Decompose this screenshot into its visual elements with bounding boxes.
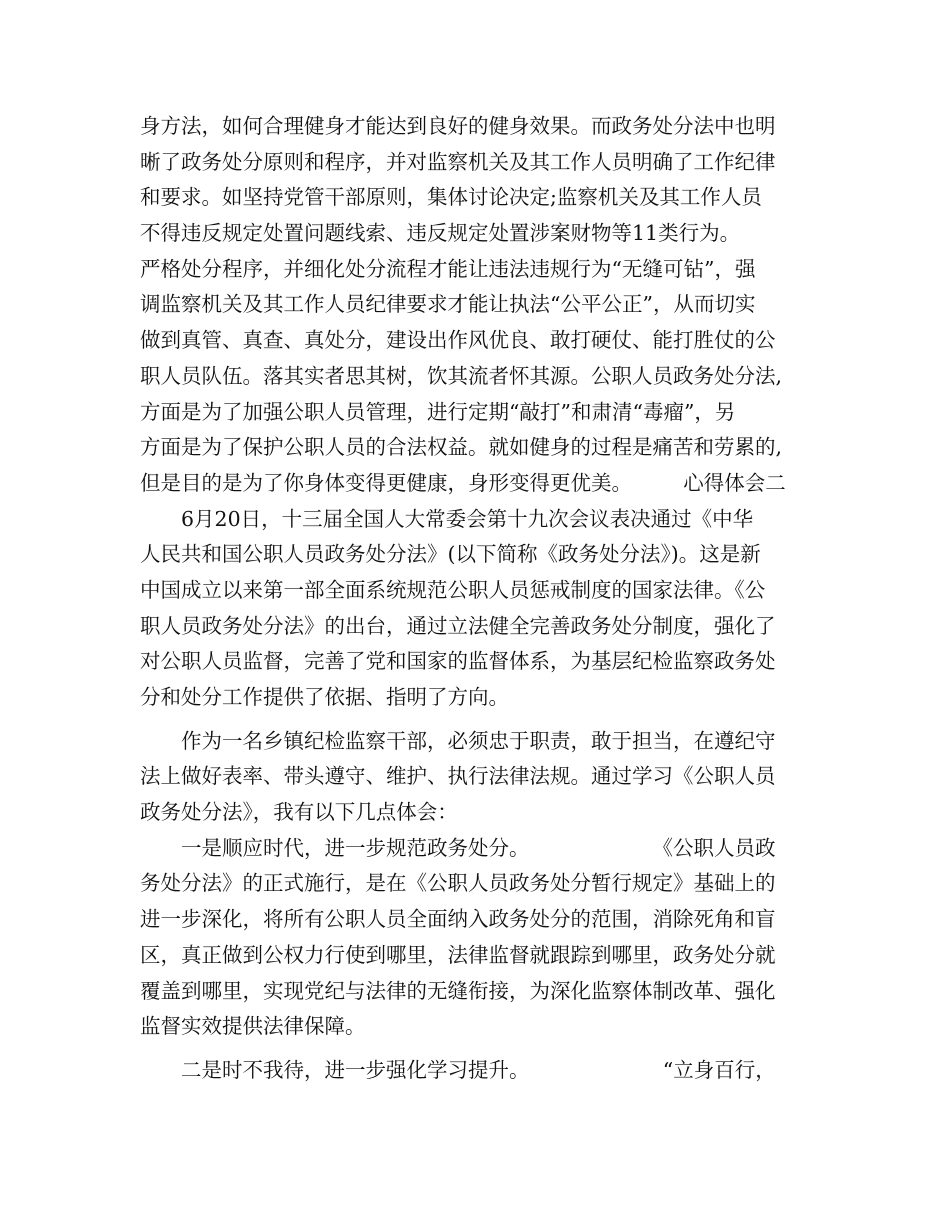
text-line: 对公职人员监督，完善了党和国家的监督体系，为基层纪检监察政务处 (140, 649, 776, 674)
text-line: 区，真正做到公权力行使到哪里，法律监督就跟踪到哪里，政务处分就 (140, 942, 776, 967)
text-line: 但是目的是为了你身体变得更健康，身形变得更优美。 心得体会二 (140, 470, 786, 495)
text-line: 覆盖到哪里，实现党纪与法律的无缝衔接，为深化监察体制改革、强化 (140, 978, 776, 1003)
text-line: 身方法，如何合理健身才能达到良好的健身效果。而政务处分法中也明 (140, 114, 776, 138)
text-line: 调监察机关及其工作人员纪律要求才能让执法“公平公正”，从而切实 (140, 292, 756, 317)
text-line: 不得违反规定处置问题线索、违反规定处置涉案财物等11类行为。 (140, 221, 741, 246)
text-line: 务处分法》的正式施行，是在《公职人员政务处分暂行规定》基础上的 (140, 871, 776, 896)
text-line: 职人员队伍。落其实者思其树，饮其流者怀其源。公职人员政务处分法, (140, 363, 783, 388)
text-line: 晰了政务处分原则和程序，并对监察机关及其工作人员明确了工作纪律 (140, 149, 776, 174)
document-body (140, 109, 820, 1089)
paragraph-start-line: 二是时不我待，进一步强化学习提升。 “立身百行， (181, 1057, 776, 1082)
text-line: 监督实效提供法律保障。 (140, 1014, 366, 1039)
paragraph-start-line: 6月20日，十三届全国人大常委会第十九次会议表决通过《中华 (181, 506, 754, 531)
text-line: 方面是为了加强公职人员管理，进行定期“敲打”和肃清“毒瘤”，另 (140, 399, 736, 424)
text-line: 和要求。如坚持党管干部原则，集体讨论决定;监察机关及其工作人员 (140, 185, 762, 210)
paragraph-start-line: 一是顺应时代，进一步规范政务处分。 《公职人员政 (181, 835, 776, 860)
text-line: 分和处分工作提供了依据、指明了方向。 (140, 685, 509, 709)
text-line: 职人员政务处分法》的出台，通过立法健全完善政务处分制度，强化了 (140, 613, 776, 638)
text-line: 严格处分程序，并细化处分流程才能让违法违规行为“无缝可钻”，强 (140, 256, 756, 281)
text-line: 中国成立以来第一部全面系统规范公职人员惩戒制度的国家法律。《公 (140, 577, 766, 602)
text-line: 做到真管、真查、真处分，建设出作风优良、敢打硬仗、能打胜仗的公 (140, 328, 776, 353)
paragraph-start-line: 作为一名乡镇纪检监察干部，必须忠于职责，敢于担当，在遵纪守 (181, 728, 776, 753)
text-line: 人民共和国公职人员政务处分法》(以下简称《政务处分法》)。这是新 (140, 542, 761, 567)
text-line: 方面是为了保护公职人员的合法权益。就如健身的过程是痛苦和劳累的, (140, 435, 783, 460)
text-line: 法上做好表率、带头遵守、维护、执行法律法规。通过学习《公职人员 (140, 764, 776, 789)
text-line: 进一步深化，将所有公职人员全面纳入政务处分的范围，消除死角和盲 (140, 907, 776, 932)
text-line: 政务处分法》，我有以下几点体会： (140, 800, 458, 825)
